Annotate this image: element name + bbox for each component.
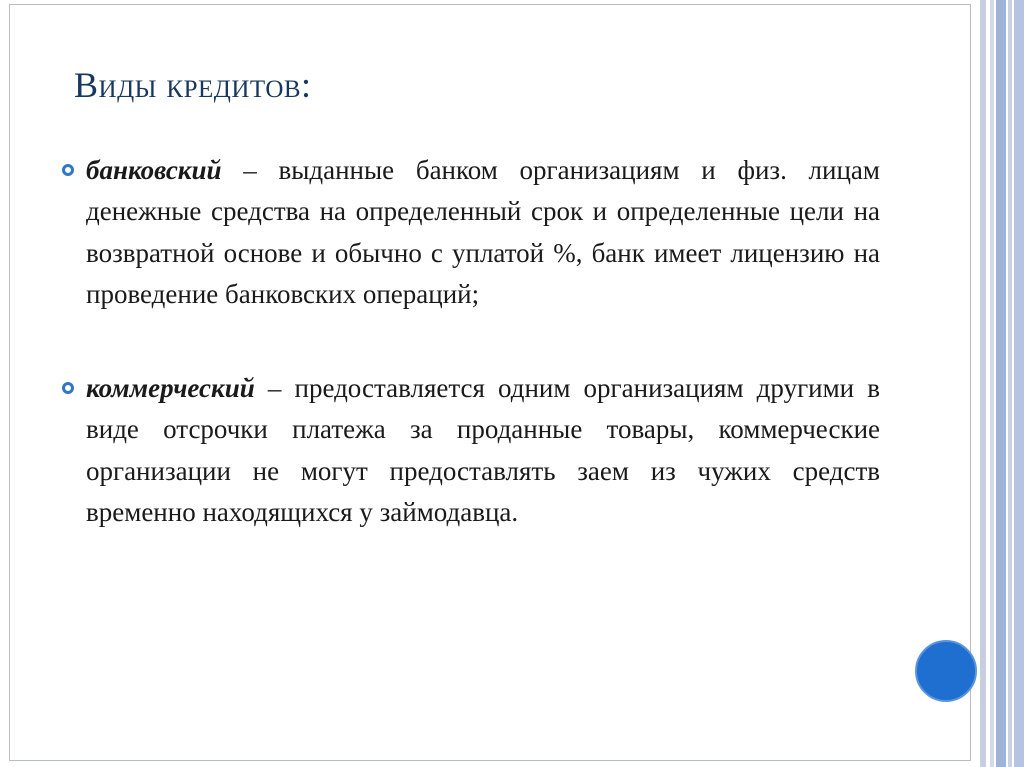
side-stripe [990, 0, 994, 767]
bullet-term: банковский [86, 155, 222, 185]
bullet-term: коммерческий [86, 373, 255, 404]
side-stripe [980, 0, 986, 767]
bullet-text: – предоставляется одним организациям другими в виде отсрочки платежа за проданные товары, коммерческие организации не могут предоставлять заем из чужих средств временно находящихся у займодавца. [86, 373, 880, 528]
bullet-list [62, 150, 880, 533]
bullet-circle-icon [62, 164, 74, 176]
decorative-circle-icon [915, 640, 977, 702]
side-stripe [1008, 0, 1012, 767]
bullet-circle-icon [62, 382, 74, 394]
bullet-item-commercial-credit [62, 368, 880, 533]
side-stripe [1014, 0, 1024, 767]
side-stripe [996, 0, 1006, 767]
bullet-item-bank-credit [62, 150, 880, 315]
bullet-text: – выданные банком организациям и физ. лицам денежные средства на определенный срок и определенные цели на возвратной основе и обычно с уплатой %, банк имеет лицензию на проведение банковских операций; [86, 155, 880, 309]
slide-title: Виды кредитов: [74, 65, 312, 105]
